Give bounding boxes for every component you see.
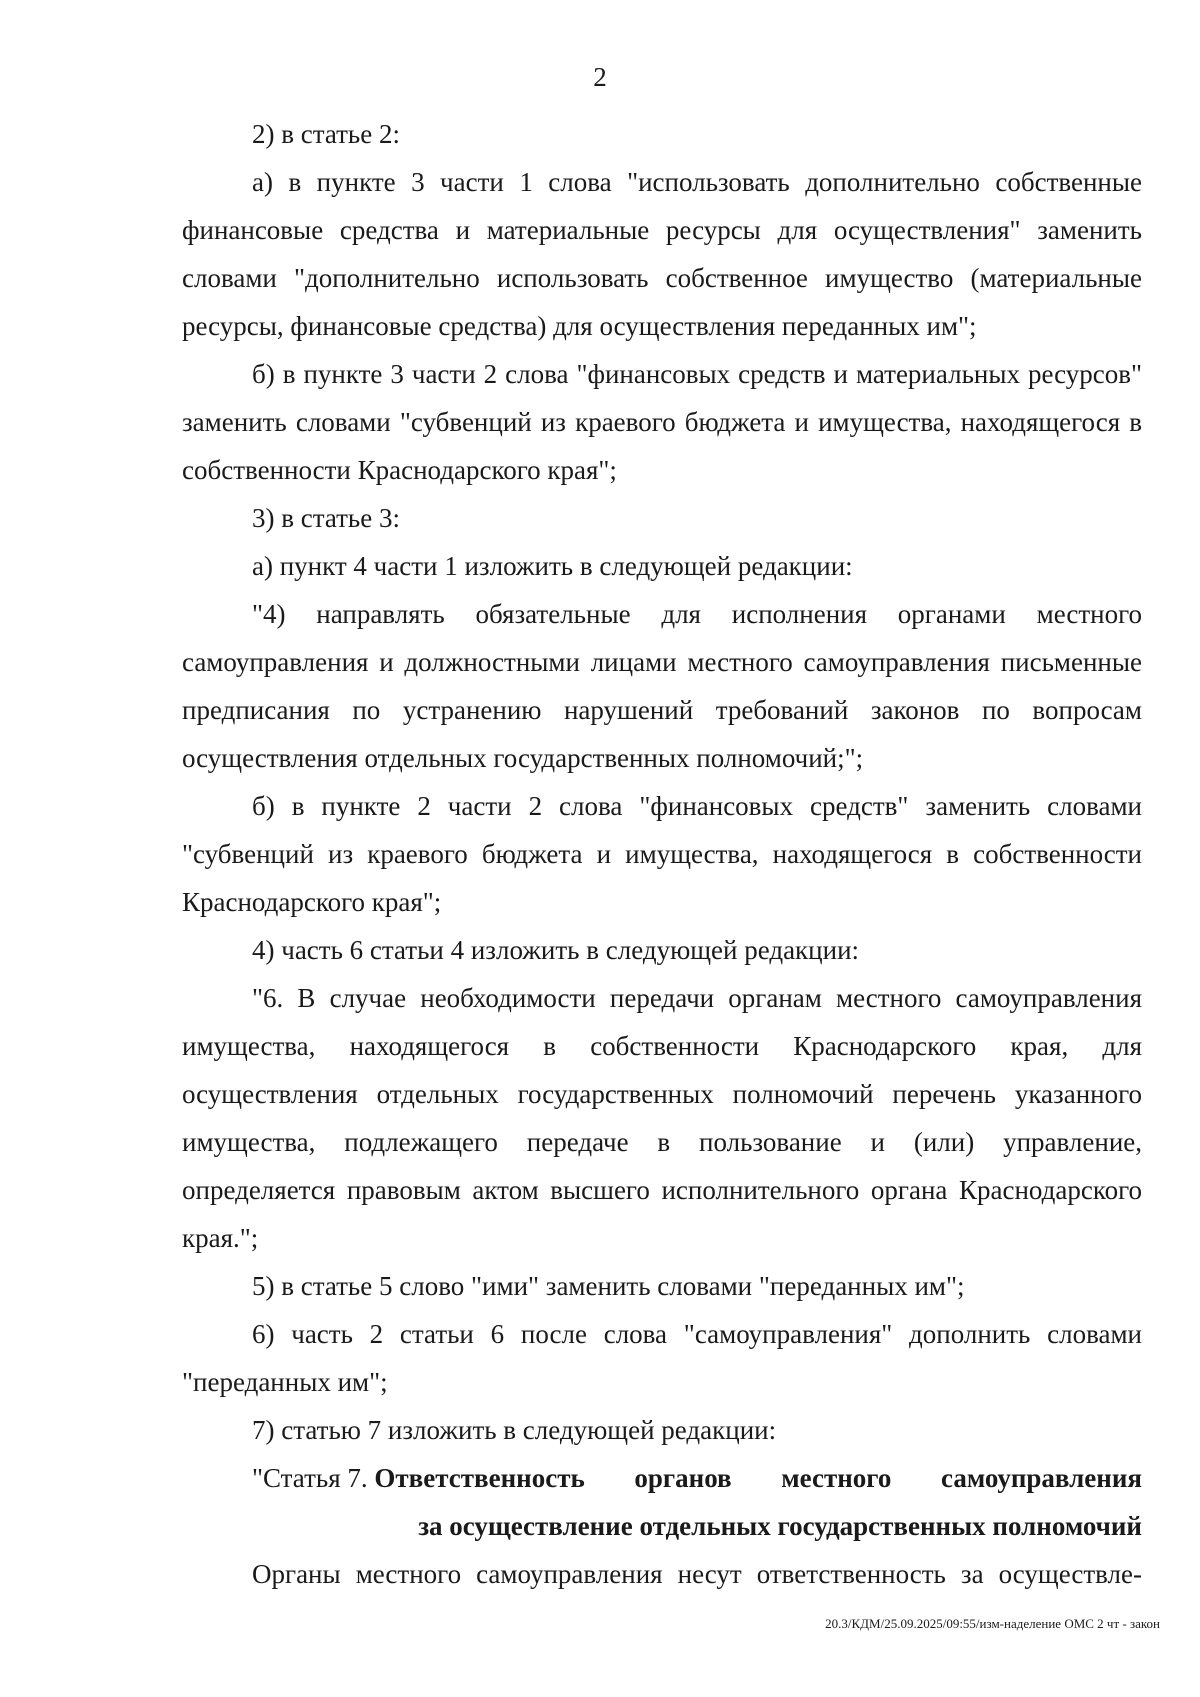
paragraph: 3) в статье 3: — [252, 503, 400, 533]
paragraph: 6) часть 2 статьи 6 после слова "самоуправления" дополнить словами "переданных им"; — [182, 1319, 1142, 1397]
paragraph: а) пункт 4 части 1 изложить в следующей редакции: — [252, 551, 853, 581]
paragraph: б) в пункте 2 части 2 слова "финансовых средств" заменить словами "субвенций из краевого бюджета и имущества, находящегося в собственности Краснодарского края"; — [182, 791, 1142, 917]
article-number: "Статья 7. — [252, 1463, 375, 1493]
paragraph: 2) в статье 2: — [252, 119, 400, 149]
paragraph: "6. В случае необходимости передачи органам местного самоуправления имущества, находящегося в собственности Краснодарского края, для осуществления отдельных государственных полномочий перечень указанного имущества, подлежащего передаче в пользование и (или) управление, определяется правовым актом высшего исполнительного органа Краснодарского края."; — [182, 983, 1142, 1253]
article-title — [374, 1454, 1142, 1550]
paragraph: 7) статью 7 изложить в следующей редакции: — [252, 1415, 777, 1445]
article-title-line-2: за осуществление отдельных государственных полномочий — [418, 1511, 1142, 1541]
footer-reference: 20.3/КДМ/25.09.2025/09:55/изм-наделение ОМС 2 чт - закон — [825, 1616, 1160, 1631]
paragraph: "4) направлять обязательные для исполнения органами местного самоуправления и должностными лицами местного самоуправления письменные предписания по устранению нарушений требований законов по вопросам осуществления отдельных государственных полномочий;"; — [182, 599, 1142, 773]
paragraph: 5) в статье 5 слово "ими" заменить словами "переданных им"; — [252, 1271, 965, 1301]
paragraph: Органы местного самоуправления несут ответственность за осуществле- — [252, 1559, 1142, 1589]
paragraph: а) в пункте 3 части 1 слова "использовать дополнительно собственные финансовые средства и материальные ресурсы для осуществления" заменить словами "дополнительно использовать собственное имущество (материальные ресурсы, финансовые средства) для осуществления переданных им"; — [182, 167, 1142, 341]
paragraph: 4) часть 6 статьи 4 изложить в следующей редакции: — [252, 935, 860, 965]
article-heading — [182, 1454, 1142, 1550]
article-title-line-1: Ответственность органов местного самоуправления — [374, 1463, 1142, 1493]
document-body — [182, 110, 1142, 1598]
paragraph: б) в пункте 3 части 2 слова "финансовых средств и материальных ресурсов" заменить словами "субвенций из краевого бюджета и имущества, находящегося в собственности Краснодарского края"; — [182, 359, 1142, 485]
page-number: 2 — [593, 62, 607, 92]
